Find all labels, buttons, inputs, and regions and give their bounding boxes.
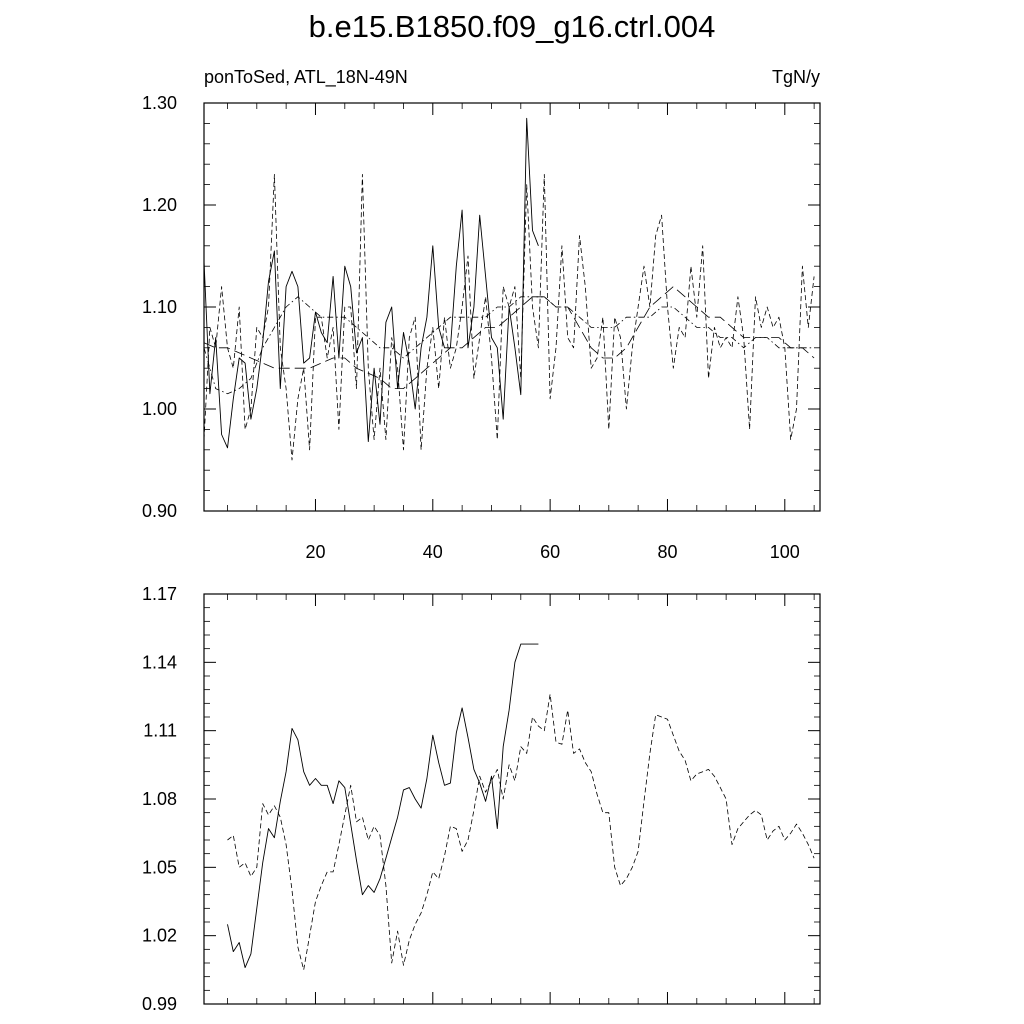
bottom-y-tick-label: 1.14	[141, 652, 177, 673]
bottom-series-dashed-line	[228, 694, 815, 970]
bottom-y-tick-label: 1.08	[141, 789, 177, 809]
bottom-axis-ticks	[142, 584, 820, 1014]
bottom-y-tick-label: 1.17	[141, 584, 177, 604]
bottom-y-tick-label: 1.11	[143, 720, 177, 741]
bottom-y-tick-label: 1.05	[141, 857, 177, 878]
top-y-tick-label: 1.20	[141, 195, 177, 215]
top-y-tick-label: 1.00	[141, 399, 177, 419]
top-series-lines	[204, 118, 814, 460]
top-panel	[142, 67, 820, 562]
top-y-tick-label: 1.30	[141, 93, 177, 113]
bottom-series-lines	[228, 644, 815, 970]
top-x-tick-label: 20	[305, 542, 326, 562]
top-x-tick-label: 40	[422, 542, 443, 562]
bottom-plot-frame	[204, 594, 820, 1004]
top-series-solid-line	[204, 118, 538, 448]
top-series-dashed-line	[204, 174, 814, 460]
top-x-tick-label: 60	[540, 542, 561, 562]
top-y-tick-label: 1.10	[141, 297, 177, 317]
bottom-y-tick-label: 1.02	[141, 925, 177, 946]
chart-title: b.e15.B1850.f09_g16.ctrl.004	[308, 9, 716, 44]
top-x-tick-label: 80	[657, 542, 678, 562]
bottom-panel	[142, 584, 820, 1014]
top-y-tick-label: 0.90	[141, 501, 177, 521]
top-left-string: ponToSed, ATL_18N-49N	[204, 67, 408, 87]
top-plot-frame	[204, 103, 820, 511]
bottom-y-tick-label: 0.99	[141, 994, 177, 1014]
top-right-string: TgN/y	[771, 67, 820, 87]
top-x-tick-label: 100	[769, 542, 800, 562]
